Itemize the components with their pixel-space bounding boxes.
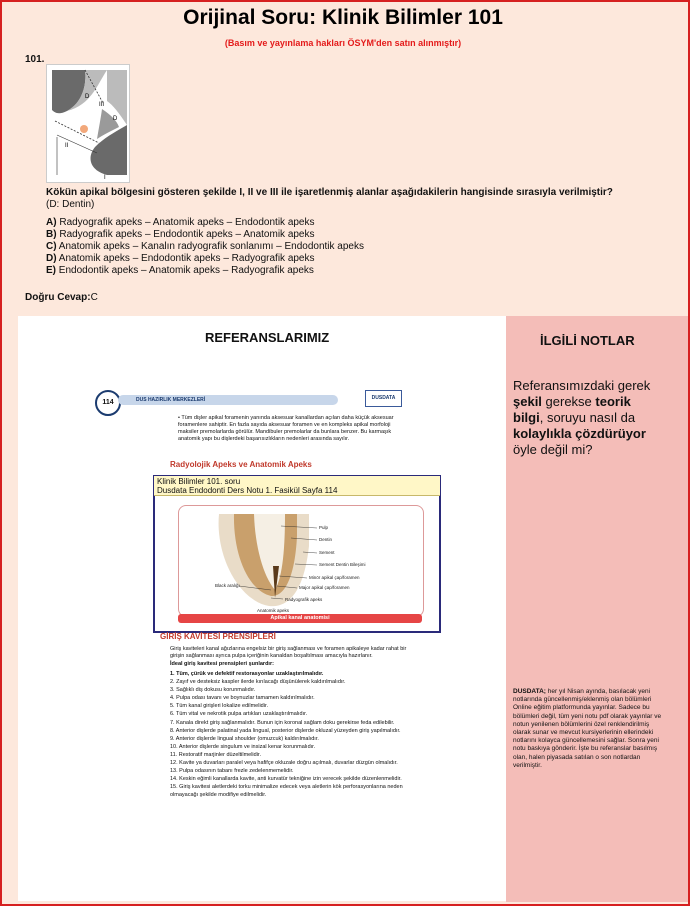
list-item: 4. Pulpa odası tavanı ve boynuzlar tamamen kaldırılmalıdır. [170, 695, 315, 702]
list-item: 11. Restoratif marjinler düzeltilmelidir. [170, 751, 261, 758]
list-item: 6. Tüm vital ve nekrotik pulpa artıkları uzaklaştırılmalıdır. [170, 711, 308, 718]
option-d: D) Anatomik apeks – Endodontik apeks – Radyografik apeks [46, 253, 315, 264]
tooth-label-black-gap: Black aralığı [215, 583, 240, 588]
list-item: 10. Anterior dişlerde singulum ve insizal kenar korunmalıdır. [170, 743, 316, 750]
list-item: 3. Sağlıklı diş dokusu korunmalıdır. [170, 687, 256, 694]
references-heading: REFERANSLARIMIZ [205, 330, 330, 345]
dusdata-note: DUSDATA; her yıl Nisan ayında, basılacak yeni notlarında güncellenmiş/eklenmiş olan bölümleri Online eğitim platformunda yayınlar. Sadece bu bölümleri değil, tüm yeni notu pdf olarak yayınlar ve notun yenilenen bölümlerini özel renklendirilmiş olarak sunar ve mevcut kursiyerlerinin ellerindeki notlarını kolayca güncellemesini sağlar. Sonra yeni notu baskıya gönderir. İşte bu referanslar basılmış olan, halen piyasada satılan o son notlardan verilmiştir. [513, 688, 662, 769]
book-bullet-text: • Tüm dişler apikal foramenin yanında aksesuar kanallardan açılan daha küçük aksesuar foramenlere sahiptir. En fazla sayıda aksesuar foramen ve en kompleks apikal morfoloji maksiler premolarlarda görülür. Mandibuler premolarlar da bunlara benzer. Bu karmaşık anatomik yapı bu dişlerdeki başarısızlıkların nedenleri arasında sayılır. [178, 415, 394, 442]
figure-label-d2: D [113, 116, 118, 122]
list-item: 14. Keskin eğimli kanallarda kavite, anti kurvatür tekniğine izin verecek şekilde düzenlenmelidir. [170, 776, 402, 783]
tooth-label-dentin: Dentin [319, 537, 333, 542]
tooth-label-radiographic-apex: Radyografik apeks [285, 597, 323, 602]
tooth-label-pulp: Pulp [319, 525, 329, 530]
option-b: B) Radyografik apeks – Endodontik apeks – Anatomik apeks [46, 229, 315, 240]
list-item: 2. Zayıf ve desteksiz kaspler ilerde kırılacağı düşünülerek kaldırılmalıdır. [170, 679, 346, 686]
list-item: 12. Kavite ya duvarları paralel veya hafifçe okluzale doğru açılmalı, duvarlar düzgün olmalıdır. [170, 760, 398, 767]
option-c: C) Anatomik apeks – Kanalın radyografik sonlanımı – Endodontik apeks [46, 241, 364, 252]
correct-answer: Doğru Cevap:C [25, 292, 98, 303]
page-title: Orijinal Soru: Klinik Bilimler 101 [183, 6, 503, 29]
list-item: 5. Tüm kanal girişleri lokalize edilmelidir. [170, 703, 269, 710]
option-e: E) Endodontik apeks – Anatomik apeks – Radyografik apeks [46, 265, 314, 276]
book-intro-text: Giriş kaviteleri kanal ağızlarına engelsiz bir giriş sağlanması ve foramen apikaleye kadar rahat bir girişin sağlanması ayrıca pulpa içeriğinin kanaldan boşaltılması amacıyla hazırlanır. İdeal giriş kavitesi prensipleri şunlardır: [170, 646, 410, 668]
tooth-label-major-foramen: Major apikal çap/foramen [299, 585, 350, 590]
question-text: Kökün apikal bölgesini gösteren şekilde I, II ve III ile işaretlenmiş alanlar aşağıdakilerin hangisinde sırasıyla verilmiştir? [46, 187, 613, 198]
tooth-label-anatomic-apex: Anatomik apeks [257, 608, 290, 613]
highlight-label: Klinik Bilimler 101. soru Dusdata Endodonti Ders Notu 1. Fasikül Sayfa 114 [154, 476, 440, 496]
list-item: 15. Giriş kavitesi aletlerdeki torku minimalize edecek veya aletlerin kök perforasyonlarına neden olmayacağı şekilde modifiye edilmelidir. [170, 784, 403, 799]
figure-label-i: I [104, 175, 106, 181]
option-a: A) Radyografik apeks – Anatomik apeks – Endodontik apeks [46, 217, 315, 228]
figure-label-ii: II [65, 143, 69, 149]
list-item: 8. Anterior dişlerde palatinal yada lingual, posterior dişlerde okluzal yüzeyden giriş yapılmalıdır. [170, 727, 401, 734]
book-page-number: 114 [95, 390, 121, 416]
book-header-bar: DUS HAZIRLIK MERKEZLERİ [118, 395, 338, 405]
tooth-label-minor-foramen: Minör apikal çap/foramen [309, 575, 360, 580]
book-section-heading: Radyolojik Apeks ve Anatomik Apeks [170, 460, 312, 469]
tooth-label-sement-dentin: Sement Dentin Bileşimi [319, 562, 366, 567]
question-figure [46, 64, 130, 183]
list-item: 13. Pulpa odasının tabanı frezle zedelenmemelidir. [170, 768, 294, 775]
figure-label-iii: III [99, 102, 105, 108]
apical-anatomy-illustration [178, 505, 424, 617]
notes-heading: İLGİLİ NOTLAR [540, 333, 635, 348]
copyright-notice: (Basım ve yayınlama hakları ÖSYM'den satın alınmıştır) [224, 38, 462, 48]
book-section-heading-2: GİRİŞ KAVİTESİ PRENSİPLERİ [160, 632, 276, 641]
illustration-caption: Apikal kanal anatomisi [178, 614, 422, 623]
question-number: 101. [25, 54, 45, 65]
notes-main-text: Referansımızdaki gerek şekil gerekse teorik bilgi, soruyu nasıl da kolaylıkla çözdürüyor öyle değil mi? [513, 378, 651, 457]
principles-title: İdeal giriş kavitesi prensipleri şunlardır: [170, 661, 274, 667]
list-item: 1. Tüm, çürük ve defektif restorasyonlar uzaklaştırılmalıdır. [170, 671, 324, 677]
principles-list [170, 670, 410, 800]
tooth-label-sement: Sement [319, 550, 335, 555]
list-item: 7. Kanala direkt giriş sağlanmalıdır. Bunun için koronal sağlam doku gerekirse feda edilebilir. [170, 719, 395, 726]
answer-options [46, 217, 364, 277]
list-item: 9. Anterior dişlerde lingual shoulder (omuzcuk) kaldırılmalıdır. [170, 735, 319, 742]
dusdata-logo: DUSDATA [365, 390, 402, 407]
question-note: (D: Dentin) [46, 199, 95, 210]
figure-label-d1: D [85, 94, 90, 100]
